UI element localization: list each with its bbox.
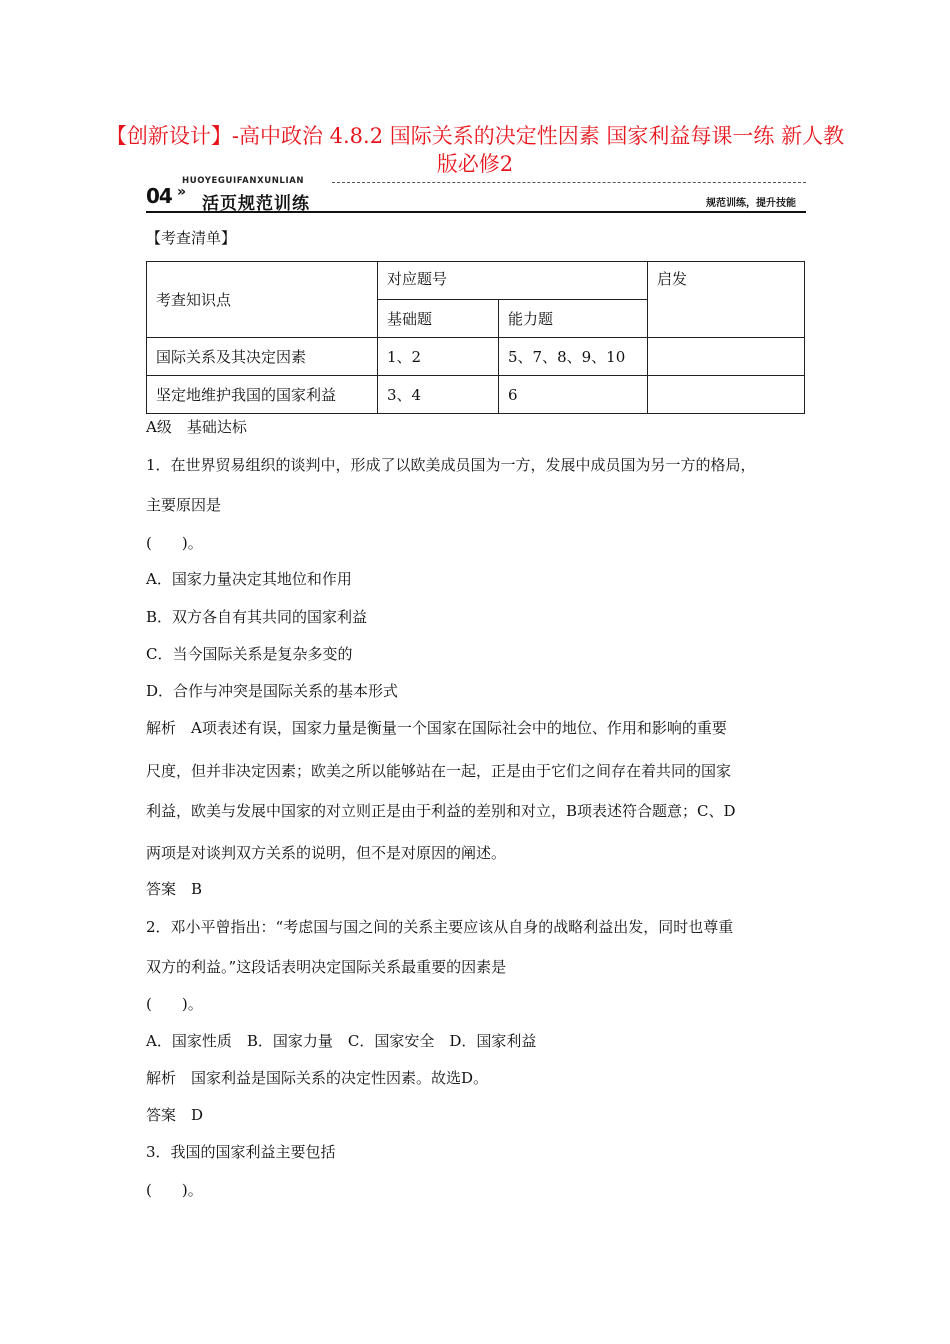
banner-number: 04 <box>146 184 172 208</box>
banner-rule <box>146 211 806 213</box>
q2-answer: 答案 D <box>146 1106 204 1124</box>
table-row <box>147 338 805 376</box>
table-cell-basic: 3、4 <box>378 376 499 414</box>
q1-analysis-line4: 两项是对谈判双方关系的说明，但不是对原因的阐述。 <box>146 844 507 862</box>
table-cell-topic: 坚定地维护我国的国家利益 <box>147 376 378 414</box>
q2-stem-line1: 2．邓小平曾指出：“考虑国与国之间的关系主要应该从自身的战略利益出发，同时也尊重 <box>146 918 734 936</box>
q2-options: A．国家性质 B．国家力量 C．国家安全 D．国家利益 <box>146 1032 537 1050</box>
table-cell-hint <box>648 376 805 414</box>
q3-stem-line1: 3．我国的国家利益主要包括 <box>146 1143 336 1161</box>
document-title: 【创新设计】-高中政治 4.8.2 国际关系的决定性因素 国家利益每课一练 新人教版必修2 <box>105 124 845 176</box>
q1-answer-blank: ( )。 <box>146 534 203 552</box>
question-header: 对应题号 <box>378 262 648 300</box>
q1-option-a: A．国家力量决定其地位和作用 <box>146 570 352 588</box>
q3-answer-blank: ( )。 <box>146 1181 203 1199</box>
basic-header: 基础题 <box>378 300 499 338</box>
table-cell-ability: 5、7、8、9、10 <box>499 338 648 376</box>
banner-dashed-divider <box>332 182 806 183</box>
q2-analysis: 解析 国家利益是国际关系的决定性因素。故选D。 <box>146 1069 489 1087</box>
table-cell-ability: 6 <box>499 376 648 414</box>
q1-analysis-line2: 尺度，但并非决定因素；欧美之所以能够站在一起，正是由于它们之间存在着共同的国家 <box>146 762 732 780</box>
q1-analysis-line1: 解析 A项表述有误，国家力量是衡量一个国家在国际社会中的地位、作用和影响的重要 <box>146 719 727 737</box>
hint-header: 启发 <box>648 262 805 338</box>
banner-tagline: 规范训练，提升技能 <box>706 198 796 209</box>
ability-header: 能力题 <box>499 300 648 338</box>
q1-stem-line2: 主要原因是 <box>146 496 222 514</box>
banner-heading: 活页规范训练 <box>202 194 310 214</box>
q1-answer: 答案 B <box>146 880 203 898</box>
q1-analysis-line3: 利益，欧美与发展中国家的对立则正是由于利益的差别和对立，B项表述符合题意；C、D <box>146 802 736 820</box>
q1-option-b: B．双方各自有其共同的国家利益 <box>146 608 368 626</box>
q1-stem-line1: 1．在世界贸易组织的谈判中，形成了以欧美成员国为一方，发展中成员国为另一方的格局， <box>146 456 756 474</box>
chevron-right-icon: » <box>177 184 187 200</box>
q2-answer-blank: ( )。 <box>146 995 203 1013</box>
table-cell-basic: 1、2 <box>378 338 499 376</box>
q2-stem-line2: 双方的利益。”这段话表明决定国际关系最重要的因素是 <box>146 958 507 976</box>
knowledge-header: 考查知识点 <box>147 262 378 338</box>
section-banner <box>146 176 806 216</box>
table-cell-topic: 国际关系及其决定因素 <box>147 338 378 376</box>
checklist-label: 【考查清单】 <box>146 229 237 247</box>
checklist-table <box>146 261 805 414</box>
q1-option-d: D．合作与冲突是国际关系的基本形式 <box>146 682 399 700</box>
table-cell-hint <box>648 338 805 376</box>
banner-pinyin: HUOYEGUIFANXUNLIAN <box>182 176 305 186</box>
table-row <box>147 376 805 414</box>
level-heading: A级 基础达标 <box>146 418 247 436</box>
q1-option-c: C．当今国际关系是复杂多变的 <box>146 645 353 663</box>
